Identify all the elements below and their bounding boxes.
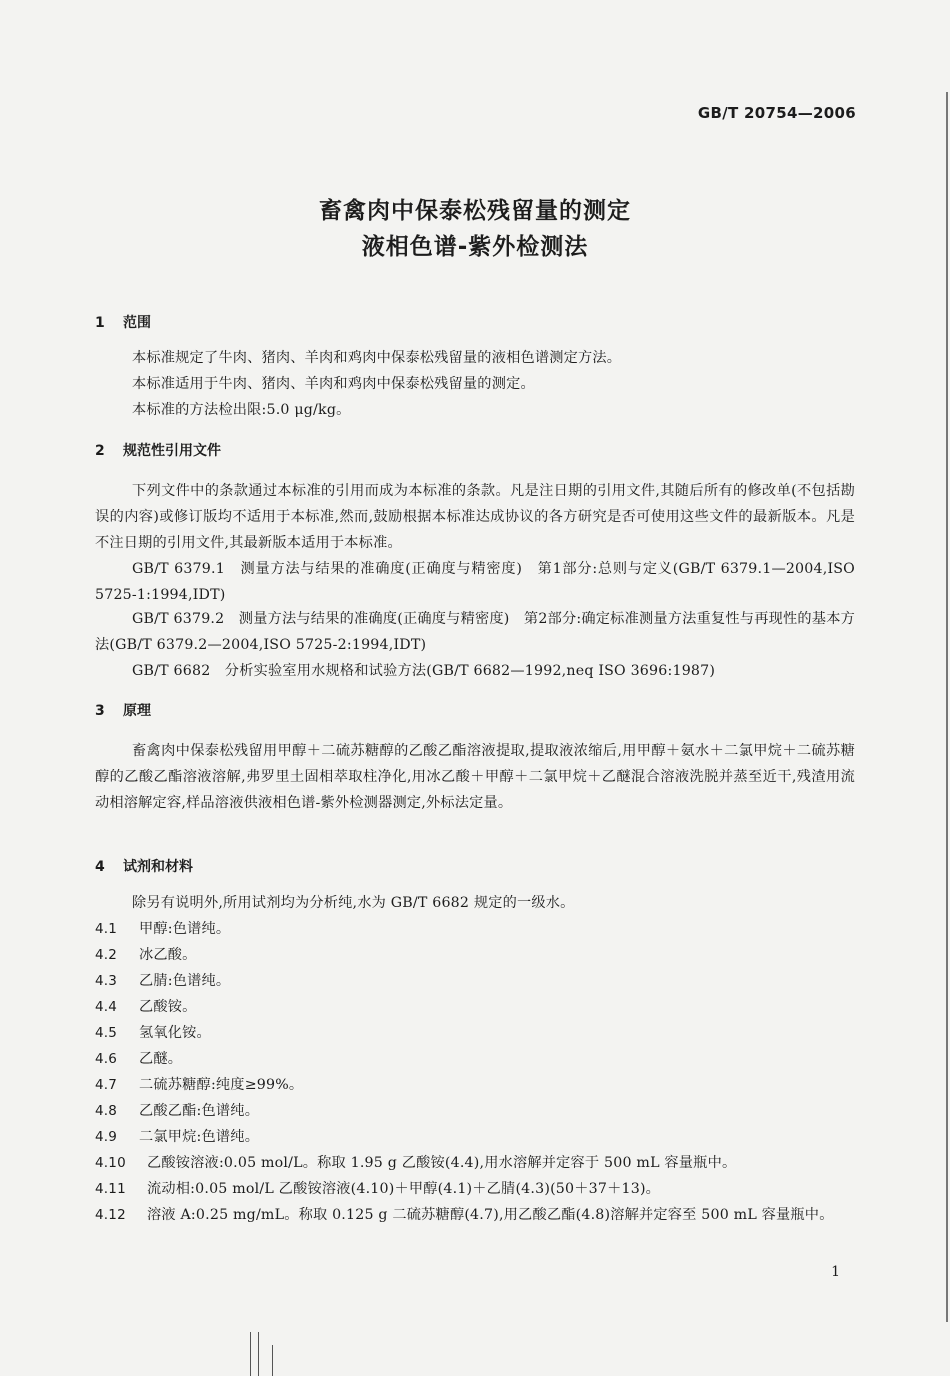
item-number: 4.7 [95, 1077, 118, 1093]
standard-code: GB/T 20754—2006 [697, 104, 856, 122]
item-text: 冰乙酸。 [139, 947, 197, 963]
list-item [95, 1150, 855, 1176]
item-number: 4.9 [95, 1129, 118, 1145]
section-title: 范围 [123, 315, 151, 331]
item-number: 4.10 [95, 1155, 126, 1171]
item-number: 4.3 [95, 973, 118, 989]
item-number: 4.5 [95, 1025, 118, 1041]
list-item [95, 1202, 855, 1228]
section-number: 2 [95, 443, 105, 459]
section-1-paragraph-3: 本标准的方法检出限:5.0 μg/kg。 [132, 402, 351, 418]
section-2-heading [95, 440, 221, 460]
section-title: 试剂和材料 [123, 859, 193, 875]
item-number: 4.11 [95, 1181, 126, 1197]
page-number: 1 [831, 1264, 840, 1280]
item-text: 乙醚。 [139, 1051, 183, 1067]
item-number: 4.1 [95, 921, 118, 937]
item-text: 二硫苏糖醇:纯度≥99%。 [139, 1077, 304, 1093]
section-number: 1 [95, 315, 105, 331]
section-title: 规范性引用文件 [123, 443, 221, 459]
item-text: 乙酸铵溶液:0.05 mol/L。称取 1.95 g 乙酸铵(4.4),用水溶解并定容于 500 mL 容量瓶中。 [147, 1155, 737, 1171]
section-number: 4 [95, 859, 105, 875]
list-item [95, 968, 855, 994]
section-4-intro: 除另有说明外,所用试剂均为分析纯,水为 GB/T 6682 规定的一级水。 [132, 895, 575, 911]
list-item [95, 1098, 855, 1124]
list-item [95, 994, 855, 1020]
scan-edge-line [946, 92, 948, 1322]
item-number: 4.6 [95, 1051, 118, 1067]
section-1-paragraph-1: 本标准规定了牛肉、猪肉、羊肉和鸡肉中保泰松残留量的液相色谱测定方法。 [132, 350, 622, 366]
section-4-heading [95, 856, 193, 876]
section-1-heading [95, 312, 151, 332]
item-text: 二氯甲烷:色谱纯。 [139, 1129, 260, 1145]
reference-gbt-6379-2: GB/T 6379.2 测量方法与结果的准确度(正确度与精密度) 第2部分:确定标准测量方法重复性与再现性的基本方法(GB/T 6379.2—2004,ISO 5725-2:1994,IDT) [95, 611, 855, 653]
section-3-heading [95, 700, 151, 720]
section-2-paragraph-1: 下列文件中的条款通过本标准的引用而成为本标准的条款。凡是注日期的引用文件,其随后所有的修改单(不包括勘误的内容)或修订版均不适用于本标准,然而,鼓励根据本标准达成协议的各方研究是否可使用这些文件的最新版本。凡是不注日期的引用文件,其最新版本适用于本标准。 [95, 483, 855, 551]
list-item [95, 1020, 855, 1046]
list-item [95, 1046, 855, 1072]
section-1-paragraph-2: 本标准适用于牛肉、猪肉、羊肉和鸡肉中保泰松残留量的测定。 [132, 376, 535, 392]
section-number: 3 [95, 703, 105, 719]
scan-artifact-line [258, 1332, 259, 1376]
item-number: 4.2 [95, 947, 118, 963]
item-text: 氢氧化铵。 [139, 1025, 211, 1041]
reference-gbt-6379-1: GB/T 6379.1 测量方法与结果的准确度(正确度与精密度) 第1部分:总则与定义(GB/T 6379.1—2004,ISO 5725-1:1994,IDT) [95, 561, 855, 603]
scan-artifact-line [250, 1332, 251, 1376]
item-number: 4.8 [95, 1103, 118, 1119]
item-text: 流动相:0.05 mol/L 乙酸铵溶液(4.10)＋甲醇(4.1)＋乙腈(4.3)(50＋37＋13)。 [147, 1181, 661, 1197]
item-text: 乙酸乙酯:色谱纯。 [139, 1103, 260, 1119]
list-item [95, 1072, 855, 1098]
item-text: 甲醇:色谱纯。 [139, 921, 231, 937]
document-subtitle: 液相色谱-紫外检测法 [361, 234, 589, 260]
item-text: 溶液 A:0.25 mg/mL。称取 0.125 g 二硫苏糖醇(4.7),用乙酸乙酯(4.8)溶解并定容至 500 mL 容量瓶中。 [147, 1207, 834, 1223]
list-item [95, 1124, 855, 1150]
item-text: 乙酸铵。 [139, 999, 197, 1015]
scan-artifact-line [272, 1345, 273, 1376]
section-3-paragraph-1: 畜禽肉中保泰松残留用甲醇＋二硫苏糖醇的乙酸乙酯溶液提取,提取液浓缩后,用甲醇＋氨水＋二氯甲烷＋二硫苏糖醇的乙酸乙酯溶液溶解,弗罗里土固相萃取柱净化,用冰乙酸＋甲醇＋二氯甲烷＋乙醚混合溶液洗脱并蒸至近干,残渣用流动相溶解定容,样品溶液供液相色谱-紫外检测器测定,外标法定量。 [95, 743, 855, 811]
item-number: 4.12 [95, 1207, 126, 1223]
document-title: 畜禽肉中保泰松残留量的测定 [319, 198, 631, 224]
reference-gbt-6682: GB/T 6682 分析实验室用水规格和试验方法(GB/T 6682—1992,neq ISO 3696:1987) [132, 663, 716, 679]
item-number: 4.4 [95, 999, 118, 1015]
item-text: 乙腈:色谱纯。 [139, 973, 231, 989]
list-item [95, 942, 855, 968]
list-item [95, 1176, 855, 1202]
section-title: 原理 [123, 703, 151, 719]
list-item [95, 916, 855, 942]
